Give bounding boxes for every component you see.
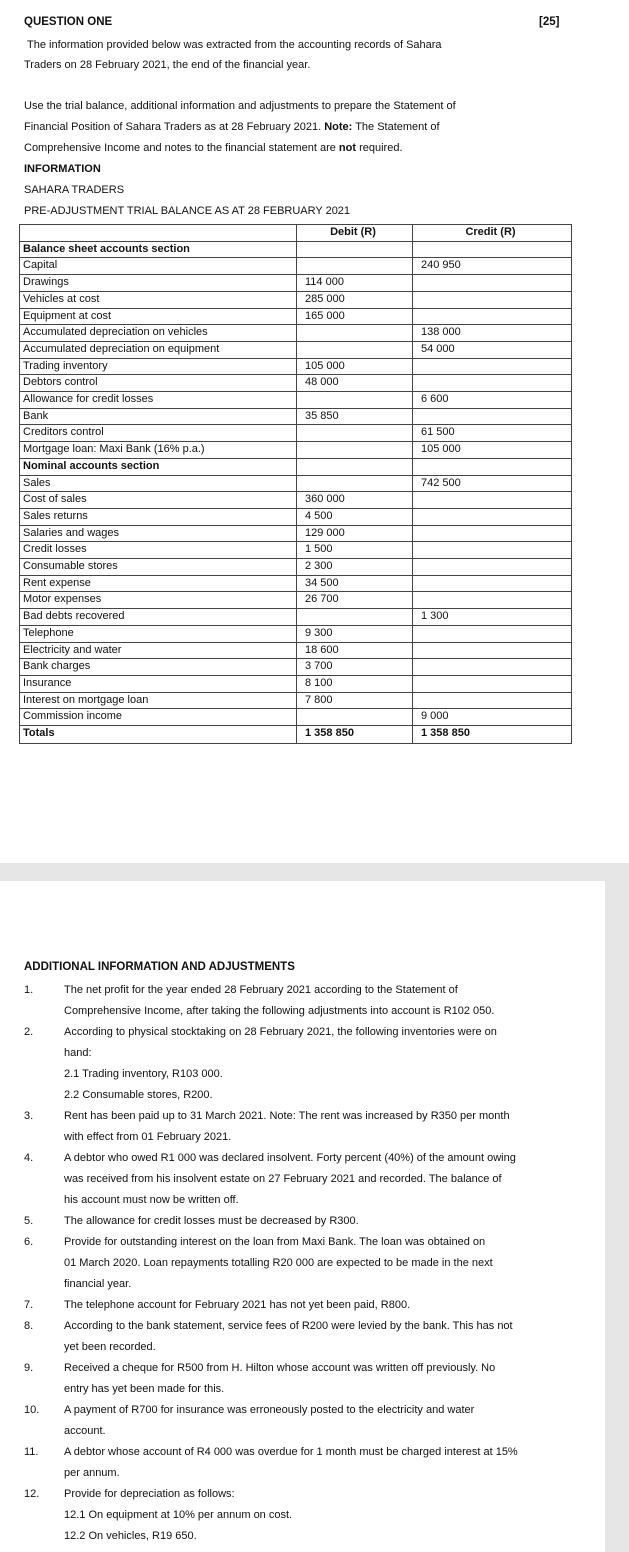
cell-account: Interest on mortgage loan (20, 692, 297, 709)
cell-debit: 114 000 (297, 275, 413, 292)
cell-debit: 1 500 (297, 542, 413, 559)
cell-credit (413, 675, 572, 692)
cell-account: Telephone (20, 625, 297, 642)
table-row (20, 559, 572, 576)
item-line: 2.1 Trading inventory, R103 000. (64, 1068, 223, 1080)
task-line-2-a: Financial Position of Sahara Traders as at 28 February 2021. (24, 121, 322, 133)
cell-account: Vehicles at cost (20, 291, 297, 308)
trial-balance-table (19, 224, 572, 744)
intro-line-1: The information provided below was extracted from the accounting records of Sahara (27, 39, 442, 51)
table-row (20, 609, 572, 626)
cell-credit (413, 559, 572, 576)
cell-credit (413, 575, 572, 592)
cell-credit (413, 525, 572, 542)
cell-account: Insurance (20, 675, 297, 692)
header-credit: Credit (R) (413, 225, 572, 242)
table-body (20, 241, 572, 743)
task-line-1: Use the trial balance, additional information and adjustments to prepare the Statement of (24, 100, 456, 112)
table-row (20, 659, 572, 676)
cell-credit (413, 358, 572, 375)
table-row (20, 291, 572, 308)
cell-credit (413, 542, 572, 559)
item-line: According to physical stocktaking on 28 February 2021, the following inventories were on (64, 1026, 497, 1038)
item-number: 9. (24, 1362, 34, 1374)
cell-debit: 3 700 (297, 659, 413, 676)
cell-account: Creditors control (20, 425, 297, 442)
cell-debit (297, 458, 413, 475)
table-row (20, 709, 572, 726)
cell-debit: 129 000 (297, 525, 413, 542)
cell-account: Capital (20, 258, 297, 275)
table-row (20, 542, 572, 559)
table-header-row (20, 225, 572, 242)
cell-account: Sales returns (20, 508, 297, 525)
cell-account: Electricity and water (20, 642, 297, 659)
table-row (20, 408, 572, 425)
item-line: The telephone account for February 2021 has not yet been paid, R800. (64, 1299, 411, 1311)
table-row (20, 392, 572, 409)
item-number: 10. (24, 1404, 40, 1416)
table-row (20, 575, 572, 592)
intro-line-2: Traders on 28 February 2021, the end of the financial year. (24, 59, 311, 71)
item-line: financial year. (64, 1278, 132, 1290)
table-row (20, 525, 572, 542)
item-line: Received a cheque for R500 from H. Hilton whose account was written off previously. No (64, 1362, 496, 1374)
additional-info-heading: ADDITIONAL INFORMATION AND ADJUSTMENTS (24, 961, 295, 973)
cell-credit: 1 300 (413, 609, 572, 626)
task-line-2-b: The Statement of (355, 121, 440, 133)
cell-credit (413, 291, 572, 308)
item-line: was received from his insolvent estate on 27 February 2021 and recorded. The balance of (64, 1173, 502, 1185)
cell-credit (413, 492, 572, 509)
cell-account: Equipment at cost (20, 308, 297, 325)
item-line: account. (64, 1425, 106, 1437)
cell-debit: 8 100 (297, 675, 413, 692)
question-title: QUESTION ONE (24, 16, 113, 28)
table-row (20, 508, 572, 525)
cell-debit (297, 425, 413, 442)
cell-account: Rent expense (20, 575, 297, 592)
item-number: 3. (24, 1110, 34, 1122)
item-line: 12.1 On equipment at 10% per annum on cost. (64, 1509, 293, 1521)
cell-account: Credit losses (20, 542, 297, 559)
cell-credit (413, 659, 572, 676)
item-line: hand: (64, 1047, 92, 1059)
cell-credit: 61 500 (413, 425, 572, 442)
not-emphasis: not (338, 142, 357, 154)
header-account (20, 225, 297, 242)
cell-debit: 7 800 (297, 692, 413, 709)
cell-debit: 4 500 (297, 508, 413, 525)
cell-credit (413, 308, 572, 325)
cell-credit: 105 000 (413, 442, 572, 459)
table-row (20, 642, 572, 659)
cell-credit: 742 500 (413, 475, 572, 492)
table-row (20, 358, 572, 375)
cell-account: Accumulated depreciation on vehicles (20, 325, 297, 342)
total-account: Totals (20, 726, 297, 744)
task-line-3-a: Comprehensive Income and notes to the financial statement are (24, 142, 336, 154)
table-row (20, 475, 572, 492)
cell-debit: 285 000 (297, 291, 413, 308)
company-name: SAHARA TRADERS (24, 184, 125, 196)
table-row (20, 692, 572, 709)
section-row (20, 241, 572, 258)
cell-account: Drawings (20, 275, 297, 292)
cell-account: Balance sheet accounts section (20, 241, 297, 258)
cell-credit (413, 692, 572, 709)
item-line: The net profit for the year ended 28 February 2021 according to the Statement of (64, 984, 458, 996)
cell-account: Trading inventory (20, 358, 297, 375)
table-row (20, 325, 572, 342)
question-marks: [25] (539, 16, 560, 28)
cell-credit: 9 000 (413, 709, 572, 726)
table-row (20, 308, 572, 325)
item-line: Provide for depreciation as follows: (64, 1488, 235, 1500)
cell-credit (413, 458, 572, 475)
item-line: According to the bank statement, service fees of R200 were levied by the bank. This has not (64, 1320, 513, 1332)
table-row (20, 592, 572, 609)
cell-credit (413, 508, 572, 525)
cell-debit: 26 700 (297, 592, 413, 609)
cell-credit (413, 408, 572, 425)
cell-account: Bank (20, 408, 297, 425)
header-debit: Debit (R) (297, 225, 413, 242)
cell-account: Cost of sales (20, 492, 297, 509)
cell-account: Motor expenses (20, 592, 297, 609)
cell-debit (297, 258, 413, 275)
item-line: 2.2 Consumable stores, R200. (64, 1089, 213, 1101)
information-heading: INFORMATION (24, 163, 101, 175)
cell-debit (297, 442, 413, 459)
table-row (20, 675, 572, 692)
cell-debit (297, 341, 413, 358)
total-debit: 1 358 850 (297, 726, 413, 744)
table-row (20, 258, 572, 275)
item-line: entry has yet been made for this. (64, 1383, 225, 1395)
table-row (20, 625, 572, 642)
cell-credit: 240 950 (413, 258, 572, 275)
total-credit: 1 358 850 (413, 726, 572, 744)
item-number: 4. (24, 1152, 34, 1164)
cell-debit: 360 000 (297, 492, 413, 509)
cell-account: Commission income (20, 709, 297, 726)
item-line: Comprehensive Income, after taking the following adjustments into account is R102 050. (64, 1005, 495, 1017)
cell-credit (413, 592, 572, 609)
cell-credit (413, 275, 572, 292)
item-number: 7. (24, 1299, 34, 1311)
cell-debit (297, 392, 413, 409)
table-row (20, 492, 572, 509)
table-row (20, 375, 572, 392)
task-line-3-b: required. (359, 142, 403, 154)
cell-credit (413, 625, 572, 642)
cell-debit: 2 300 (297, 559, 413, 576)
item-line: A debtor who owed R1 000 was declared insolvent. Forty percent (40%) of the amount owing (64, 1152, 516, 1164)
item-line: per annum. (64, 1467, 120, 1479)
item-number: 11. (24, 1446, 39, 1458)
item-line: Rent has been paid up to 31 March 2021. Note: The rent was increased by R350 per month (64, 1110, 510, 1122)
cell-account: Debtors control (20, 375, 297, 392)
item-line: 12.2 On vehicles, R19 650. (64, 1530, 197, 1542)
item-number: 12. (24, 1488, 40, 1500)
task-line-2 (24, 117, 440, 138)
cell-credit (413, 375, 572, 392)
cell-account: Accumulated depreciation on equipment (20, 341, 297, 358)
item-line: The allowance for credit losses must be decreased by R300. (64, 1215, 359, 1227)
cell-debit: 165 000 (297, 308, 413, 325)
trial-balance-heading: PRE-ADJUSTMENT TRIAL BALANCE AS AT 28 FEBRUARY 2021 (24, 205, 351, 217)
item-number: 2. (24, 1026, 34, 1038)
item-line: A debtor whose account of R4 000 was overdue for 1 month must be charged interest at 15% (64, 1446, 518, 1458)
section-row (20, 458, 572, 475)
table-row (20, 442, 572, 459)
table-row (20, 341, 572, 358)
scrollbar-track[interactable] (605, 881, 629, 1552)
item-line: with effect from 01 February 2021. (64, 1131, 232, 1143)
cell-debit (297, 609, 413, 626)
cell-debit (297, 241, 413, 258)
item-number: 6. (24, 1236, 34, 1248)
cell-account: Mortgage loan: Maxi Bank (16% p.a.) (20, 442, 297, 459)
cell-account: Allowance for credit losses (20, 392, 297, 409)
cell-credit (413, 642, 572, 659)
item-line: his account must now be written off. (64, 1194, 239, 1206)
cell-account: Consumable stores (20, 559, 297, 576)
item-line: A payment of R700 for insurance was erroneously posted to the electricity and water (64, 1404, 475, 1416)
totals-row (20, 726, 572, 744)
cell-account: Salaries and wages (20, 525, 297, 542)
cell-debit (297, 325, 413, 342)
cell-credit: 54 000 (413, 341, 572, 358)
cell-debit: 35 850 (297, 408, 413, 425)
cell-credit: 6 600 (413, 392, 572, 409)
cell-debit: 18 600 (297, 642, 413, 659)
task-line-3 (24, 138, 403, 159)
note-label: Note: (324, 121, 353, 133)
cell-debit: 34 500 (297, 575, 413, 592)
cell-account: Bad debts recovered (20, 609, 297, 626)
cell-credit (413, 241, 572, 258)
item-line: Provide for outstanding interest on the loan from Maxi Bank. The loan was obtained on (64, 1236, 486, 1248)
cell-account: Sales (20, 475, 297, 492)
cell-credit: 138 000 (413, 325, 572, 342)
cell-debit (297, 709, 413, 726)
item-number: 8. (24, 1320, 34, 1332)
item-line: yet been recorded. (64, 1341, 156, 1353)
table-row (20, 275, 572, 292)
cell-debit (297, 475, 413, 492)
cell-debit: 9 300 (297, 625, 413, 642)
cell-account: Bank charges (20, 659, 297, 676)
cell-account: Nominal accounts section (20, 458, 297, 475)
cell-debit: 48 000 (297, 375, 413, 392)
item-number: 1. (24, 984, 34, 996)
item-number: 5. (24, 1215, 34, 1227)
page-gap (0, 863, 629, 881)
item-line: 01 March 2020. Loan repayments totalling R20 000 are expected to be made in the next (64, 1257, 493, 1269)
table-row (20, 425, 572, 442)
cell-debit: 105 000 (297, 358, 413, 375)
